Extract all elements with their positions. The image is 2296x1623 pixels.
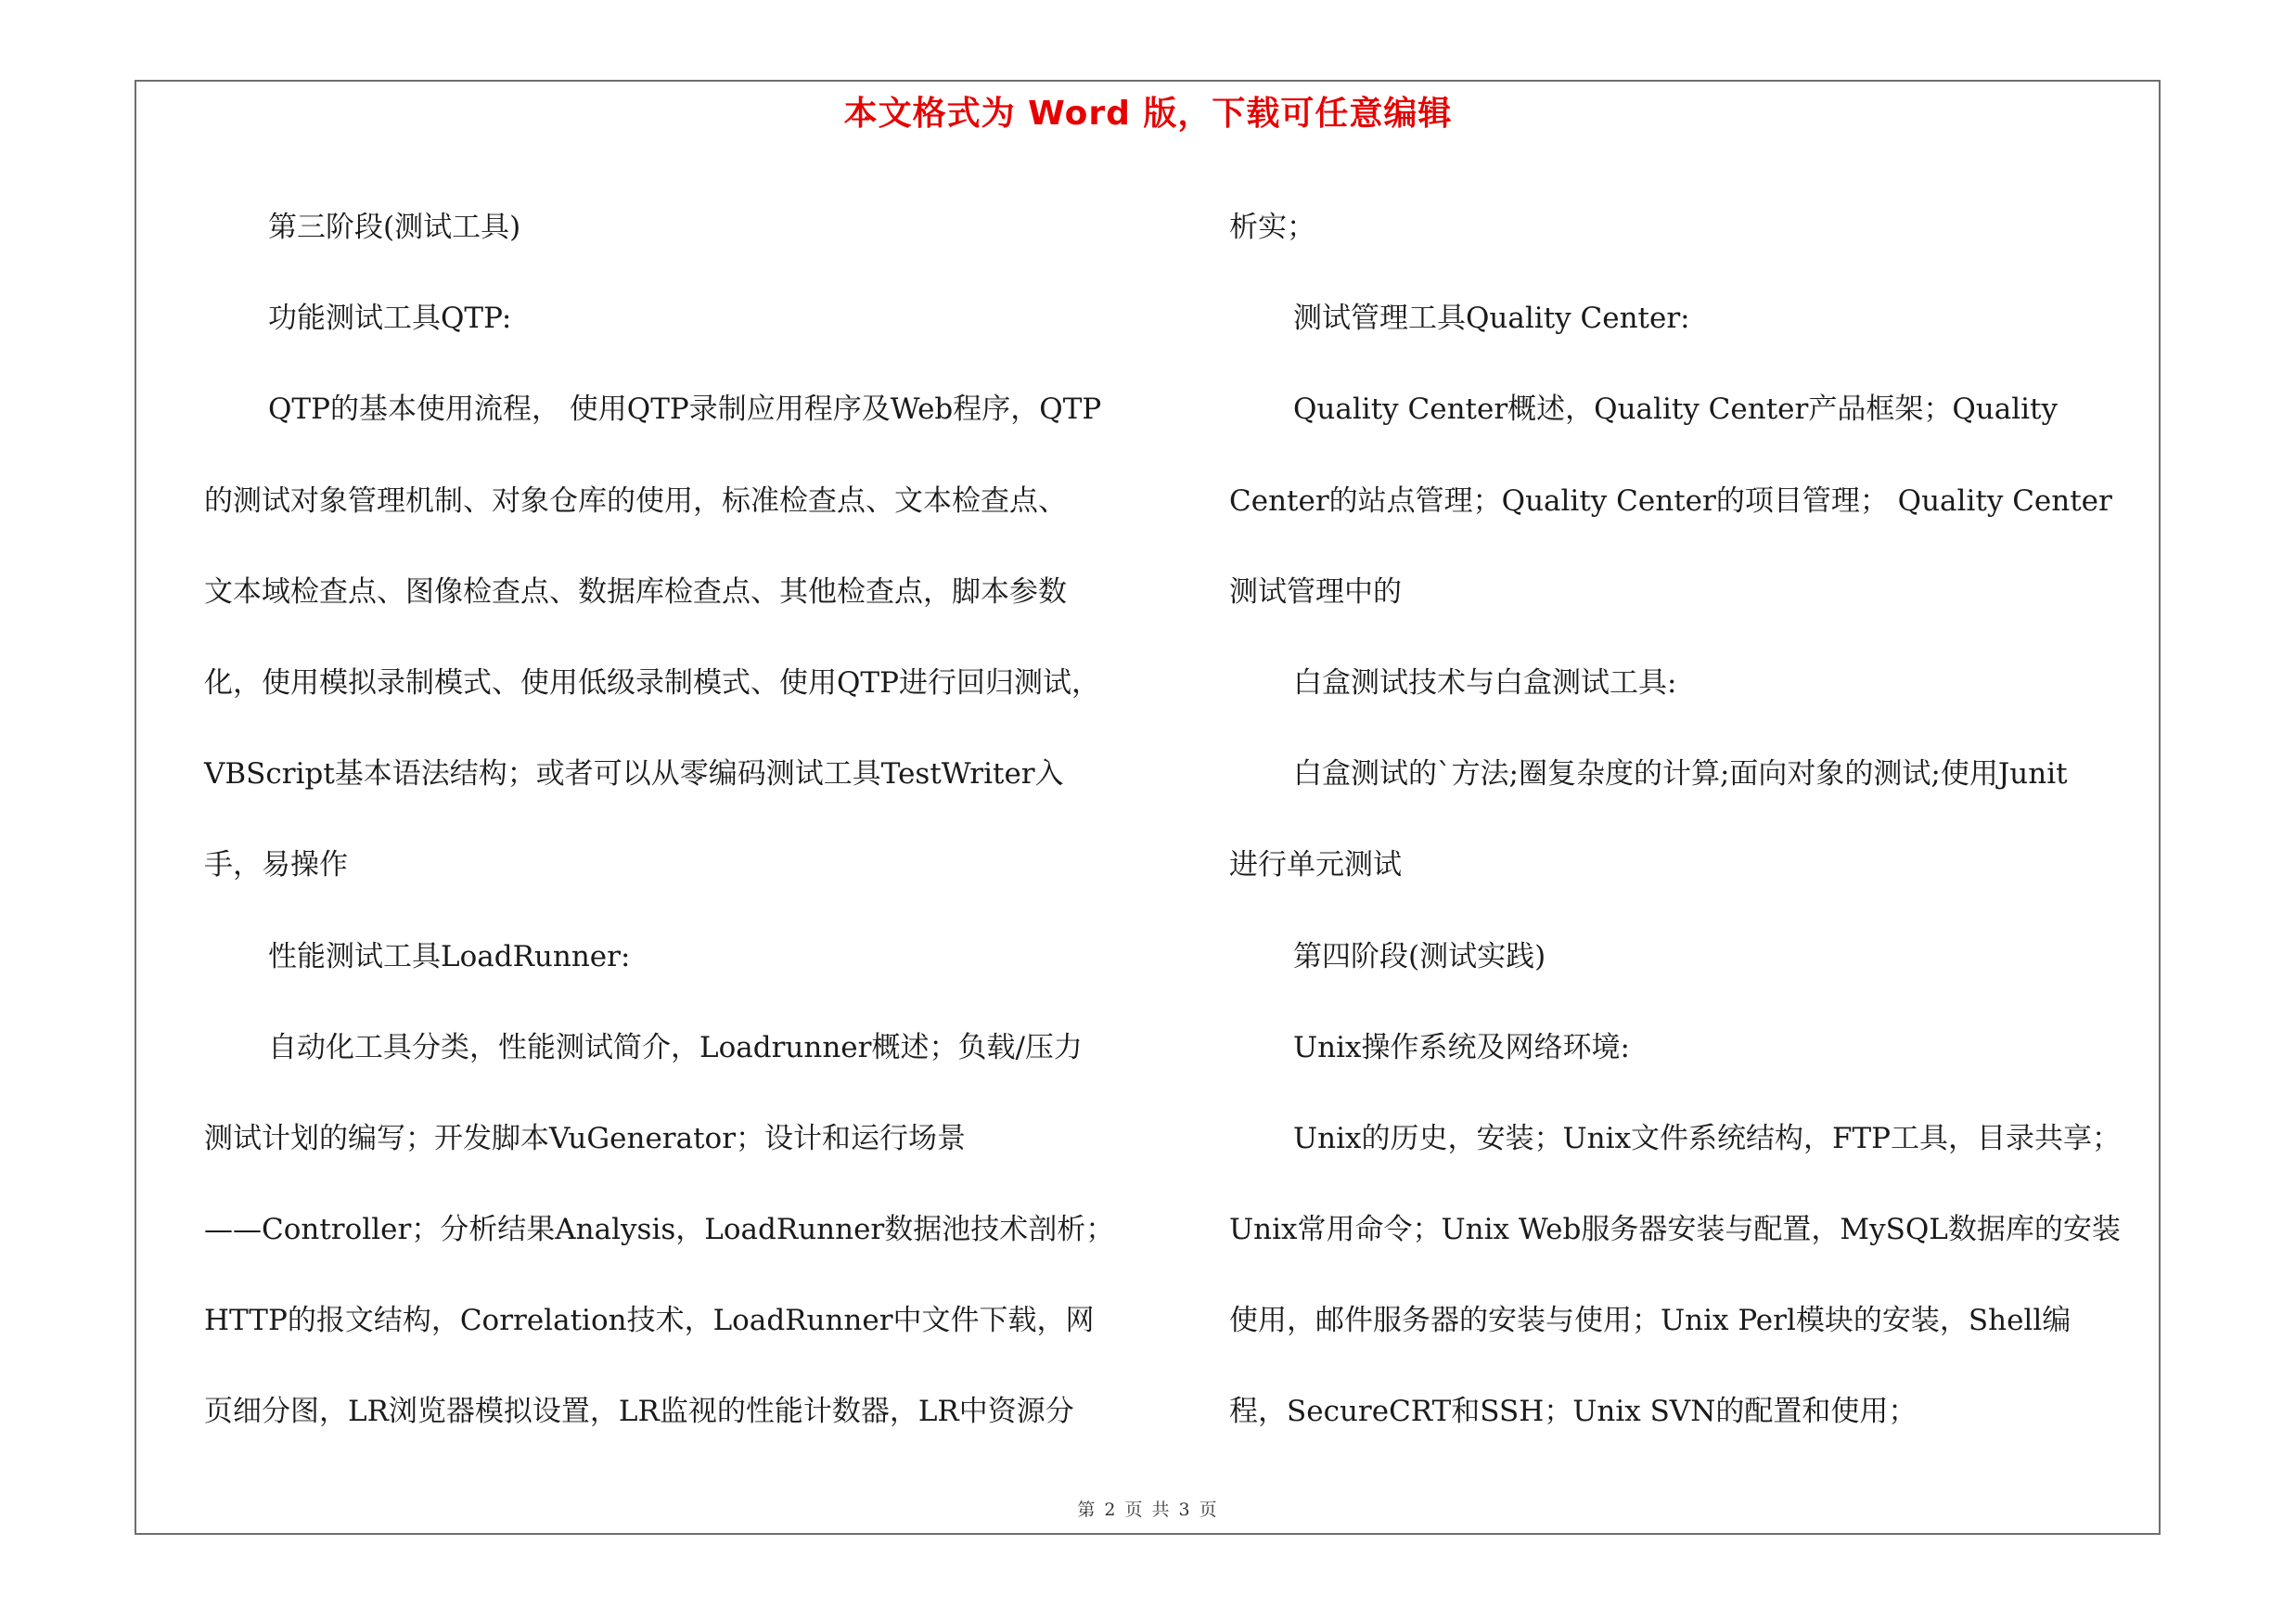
text-line: Center的站点管理；Quality Center的项目管理； Quality Center: [1229, 483, 2112, 518]
text-line: 测试管理工具Quality Center:: [1293, 302, 1690, 336]
text-line: 化，使用模拟录制模式、使用低级录制模式、使用QTP进行回归测试，: [204, 665, 1100, 700]
text-line: 的测试对象管理机制、对象仓库的使用，标准检查点、文本检查点、: [204, 483, 1067, 518]
text-line: 自动化工具分类，性能测试简介，Loadrunner概述；负载/压力: [268, 1030, 1083, 1064]
text-line: 测试计划的编写；开发脚本VuGenerator；设计和运行场景: [204, 1121, 967, 1155]
text-line: 文本域检查点、图像检查点、数据库检查点、其他检查点，脚本参数: [204, 574, 1067, 609]
text-line: Unix常用命令；Unix Web服务器安装与配置，MySQL数据库的安装: [1229, 1213, 2121, 1247]
text-line: ——Controller；分析结果Analysis，LoadRunner数据池技术剖析；: [204, 1213, 1115, 1247]
text-line: 使用，邮件服务器的安装与使用；Unix Perl模块的安装，Shell编: [1229, 1304, 2072, 1338]
page-number-footer: 第 2 页 共 3 页: [1077, 1500, 1219, 1520]
text-line: 第三阶段(测试工具): [268, 211, 521, 244]
text-line: HTTP的报文结构，Correlation技术，LoadRunner中文件下载，网: [204, 1304, 1095, 1338]
text-line: VBScript基本语法结构；或者可以从零编码测试工具TestWriter入: [204, 757, 1064, 792]
text-line: QTP的基本使用流程， 使用QTP录制应用程序及Web程序，QTP: [268, 393, 1102, 427]
text-line: Unix操作系统及网络环境:: [1293, 1030, 1630, 1064]
text-line: 手，易操作: [204, 848, 348, 882]
left-column: [204, 182, 1160, 1458]
text-line: 白盒测试技术与白盒测试工具:: [1293, 665, 1677, 700]
text-line: 白盒测试的`方法;圈复杂度的计算;面向对象的测试;使用Junit: [1293, 757, 2068, 792]
text-line: 功能测试工具QTP:: [268, 302, 512, 336]
text-line: 性能测试工具LoadRunner:: [268, 939, 631, 973]
text-line: 页细分图，LR浏览器模拟设置，LR监视的性能计数器，LR中资源分: [204, 1395, 1074, 1429]
text-line: 程，SecureCRT和SSH；Unix SVN的配置和使用；: [1229, 1395, 1918, 1429]
text-line: Unix的历史，安装；Unix文件系统结构，FTP工具，目录共享；: [1293, 1121, 2122, 1155]
text-line: 第四阶段(测试实践): [1293, 939, 1546, 973]
text-line: 进行单元测试: [1229, 848, 1402, 882]
text-line: 测试管理中的: [1229, 574, 1402, 609]
text-line: 析实；: [1229, 211, 1315, 244]
text-line: Quality Center概述，Quality Center产品框架；Quality: [1293, 393, 2058, 427]
right-column: [1229, 182, 2161, 1458]
format-notice-banner: 本文格式为 Word 版，下载可任意编辑: [843, 95, 1453, 133]
